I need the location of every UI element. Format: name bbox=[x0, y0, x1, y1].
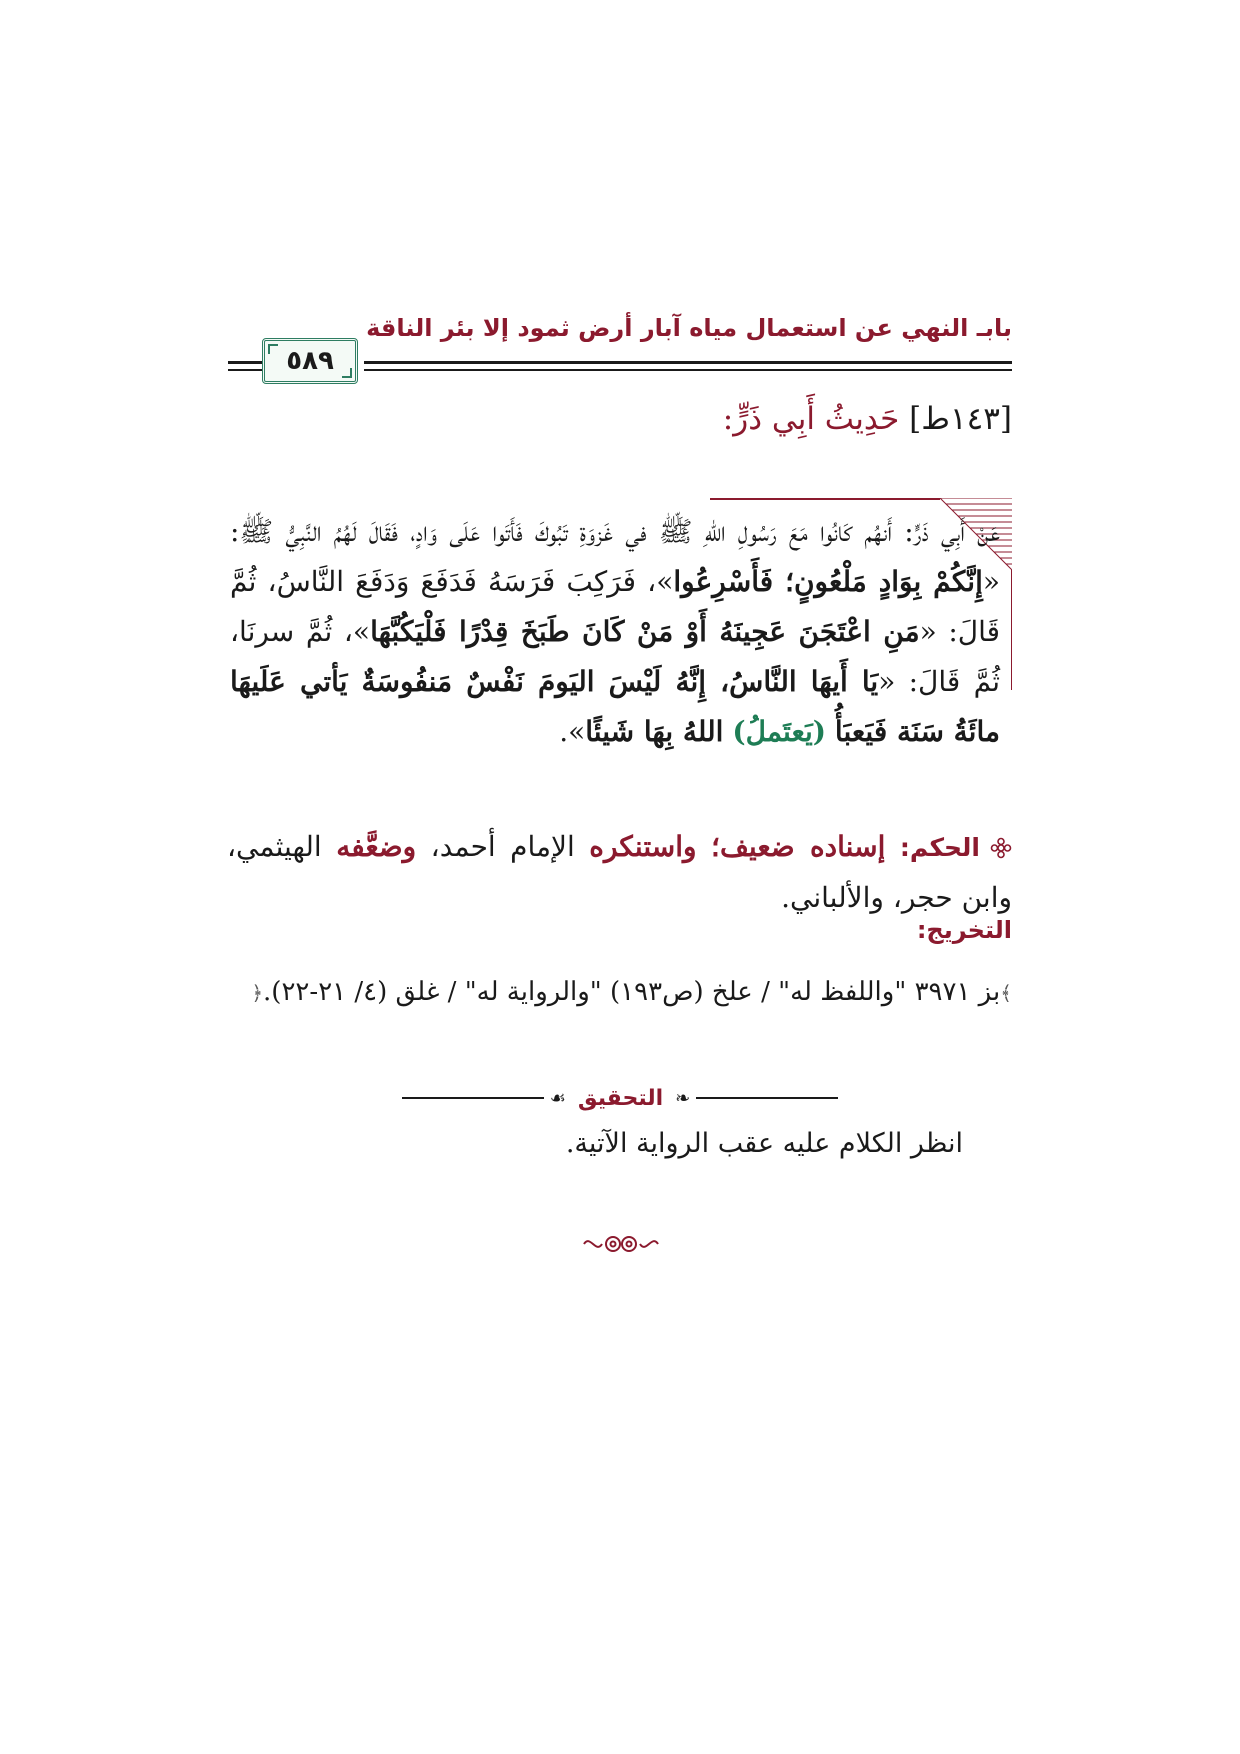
ruling-grade: إسناده ضعيف؛ bbox=[711, 830, 886, 863]
end-ornament-icon bbox=[580, 1228, 662, 1260]
corner-rule-horizontal bbox=[710, 498, 940, 500]
takhrij-label: التخريج: bbox=[916, 916, 1012, 944]
divider-ornament-icon: ❧ bbox=[675, 1087, 691, 1109]
page-number-badge bbox=[262, 338, 358, 384]
flower-ornament-icon bbox=[990, 837, 1012, 859]
hadith-part-1: عَنْ أَبِي ذَرٍّ: أَنهُم كَانُوا مَعَ رَسُولِ اللهِ ﷺ في غَزوَةِ تَبُوكَ فَأَتَوا عَلَى وَادٍ، فَقَالَ لَهُمُ النَّبِيُّ ﷺ: « bbox=[230, 515, 1000, 598]
ruling-text-1: الإمام أحمد، bbox=[430, 830, 575, 863]
hadith-quote-3: يَا أَيهَا النَّاسُ، إِنَّهُ لَيْسَ اليَومَ نَفْسٌ مَنفُوسَةٌ يَأتي عَلَيهَا مائَةُ سَنَة فَيَعبَأُ bbox=[230, 665, 1000, 748]
hadith-part-2: »، فَرَكِبَ فَرَسَهُ فَدَفَعَ وَدَفَعَ النَّاسُ، ثُمَّ قَالَ: « bbox=[230, 565, 1001, 648]
ruling-paragraph bbox=[227, 822, 1012, 923]
tahqiq-text: انظر الكلام عليه عقب الرواية الآتية. bbox=[565, 1128, 963, 1159]
header-rule-left bbox=[228, 361, 262, 364]
hadith-quote-1: إِنَّكُمْ بِوَادٍ مَلْعُونٍ؛ فَأَسْرِعُوا bbox=[673, 565, 983, 598]
hadith-part-3: »، ثُمَّ سرنَا، ثُمَّ قَالَ: « bbox=[230, 615, 1001, 698]
running-header-title: بابـ النهي عن استعمال مياه آبار أرض ثمود إلا بئر الناقة bbox=[366, 314, 1012, 342]
hadith-quote-2: مَنِ اعْتَجَنَ عَجِينَهُ أَوْ مَنْ كَانَ طَبَخَ قِدْرًا فَلْيَكُبَّهَا bbox=[370, 615, 920, 648]
hadith-number: [١٤٣ط] bbox=[909, 401, 1012, 437]
divider-ornament-icon: ☙ bbox=[549, 1087, 566, 1109]
hadith-variant-reading: (يَعتَملُ) bbox=[732, 715, 827, 748]
tahqiq-title: التحقيق bbox=[577, 1085, 664, 1111]
corner-rule-vertical bbox=[1011, 570, 1013, 690]
header-rule-thin bbox=[364, 369, 1012, 371]
header-rule bbox=[364, 361, 1012, 364]
hadith-heading bbox=[723, 401, 1012, 437]
divider-line-right bbox=[696, 1097, 838, 1099]
tahqiq-divider bbox=[402, 1078, 838, 1118]
header-rule-left-thin bbox=[228, 369, 262, 371]
ruling-weakened: وضعَّفه bbox=[336, 830, 417, 863]
hadith-part-4: ». bbox=[559, 715, 586, 748]
takhrij-body: بز ٣٩٧١ "واللفظ له" / علخ (ص١٩٣) "والرواية له" / غلق (٤/ ٢١-٢٢). bbox=[263, 977, 1001, 1007]
takhrij-open-bracket: ﴾ bbox=[1000, 981, 1012, 1005]
ruling-munkar: واستنكره bbox=[589, 830, 697, 863]
takhrij-close-bracket: ﴿ bbox=[251, 981, 264, 1005]
hadith-title: حَدِيثُ أَبِي ذَرٍّ: bbox=[722, 401, 900, 437]
hadith-quote-4: اللهُ بِهَا شَيئًا bbox=[585, 715, 724, 748]
takhrij-text bbox=[227, 968, 1012, 1018]
divider-line-left bbox=[402, 1097, 544, 1099]
hadith-text bbox=[230, 507, 1000, 757]
ruling-label: الحكم: bbox=[899, 833, 980, 862]
ruling-text-2: الهيثمي، وابن حجر، والألباني. bbox=[227, 830, 1012, 914]
page-number: ٥٨٩ bbox=[286, 346, 334, 376]
